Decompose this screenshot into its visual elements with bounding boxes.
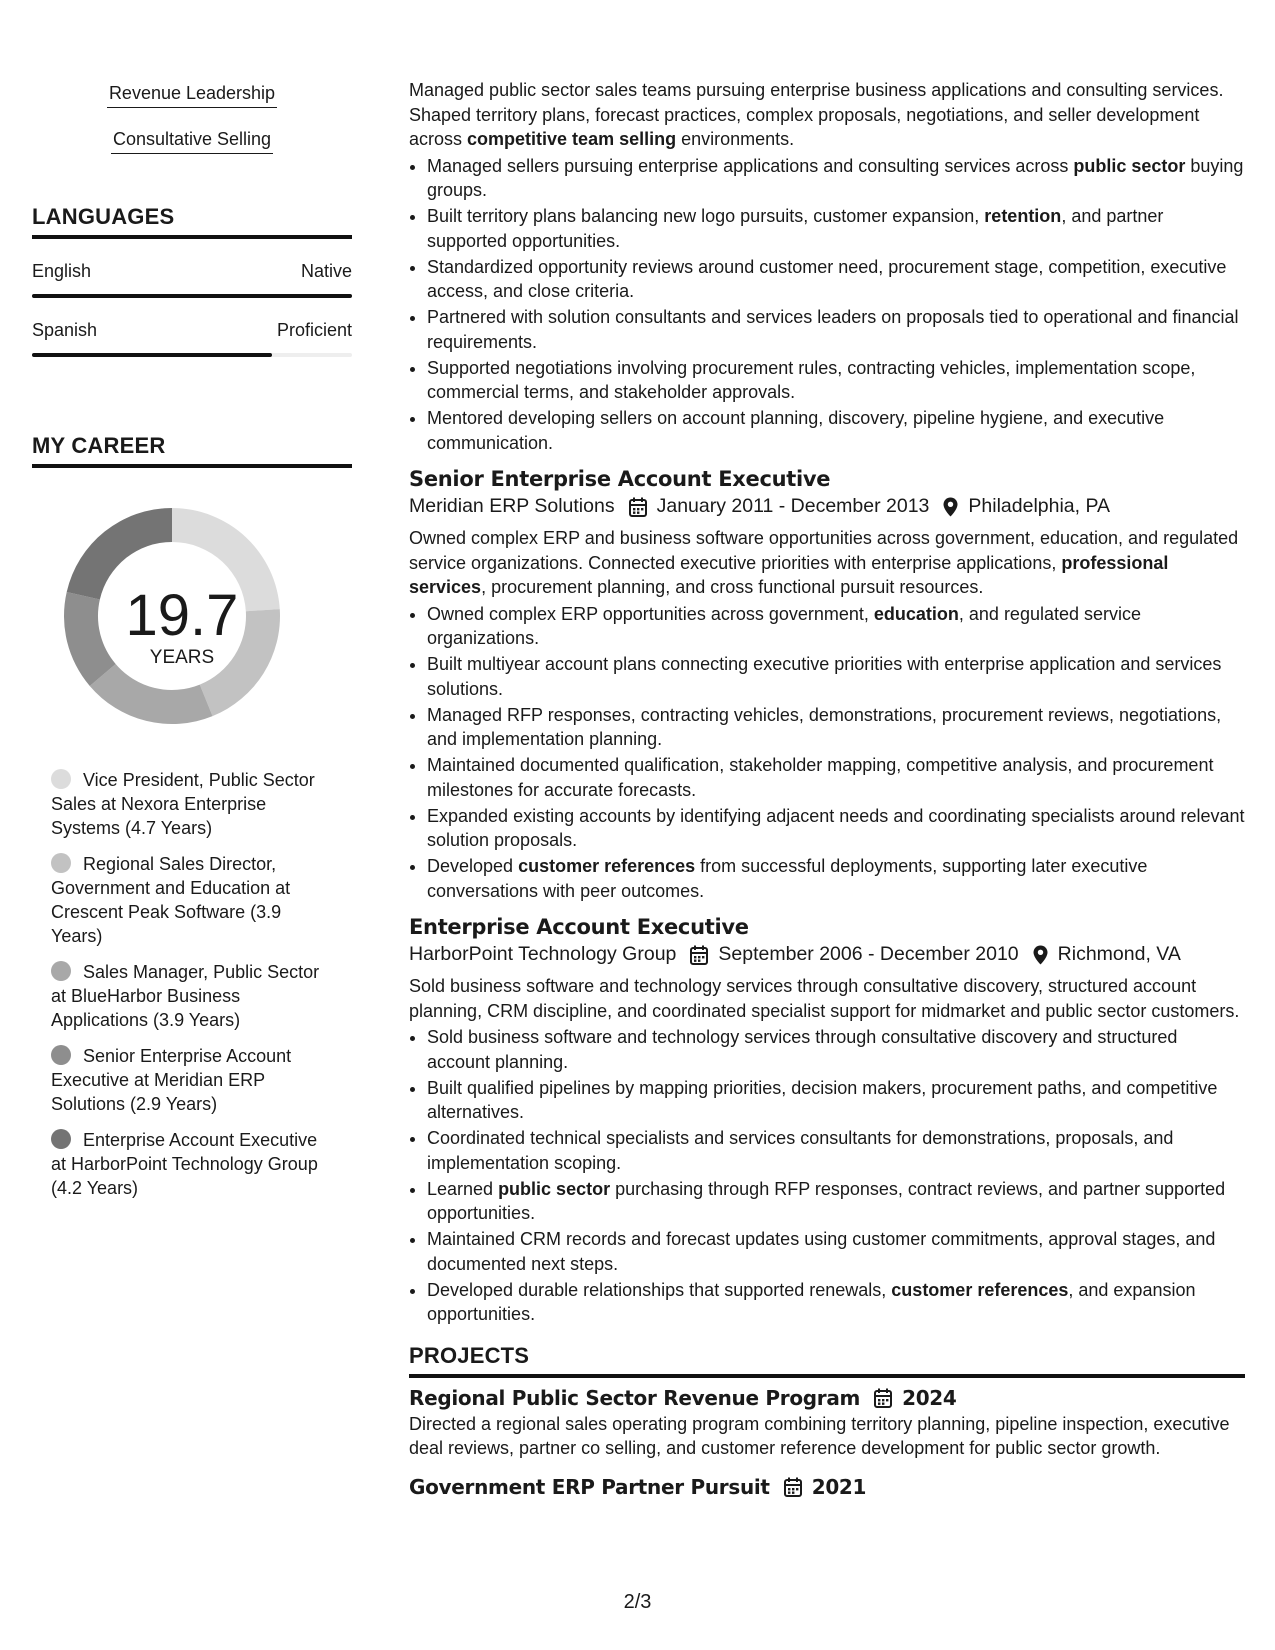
bullet-item: • Owned complex ERP opportunities across government, education, and regulated service organizations. [427,602,1245,651]
career-legend-label: Senior Enterprise Account Executive at Meridian ERP Solutions (2.9 Years) [51,1046,292,1114]
career-legend [51,768,331,1200]
skills-list [32,78,352,170]
job-title: Senior Enterprise Account Executive [409,467,831,491]
project-name: Regional Public Sector Revenue Program [409,1385,861,1410]
bullet-item: • Maintained documented qualification, stakeholder mapping, competitive analysis, and procurement milestones for accurate forecasts. [427,753,1245,802]
bullet-item: • Standardized opportunity reviews around customer need, procurement stage, competition, executive access, and close criteria. [427,255,1245,304]
career-legend-label: Sales Manager, Public Sector at BlueHarbor Business Applications (3.9 Years) [51,962,320,1030]
calendar-icon [690,945,708,965]
job-location: Richmond, VA [1057,943,1181,965]
career-legend-item [51,960,331,1032]
career-legend-label: Regional Sales Director, Government and Education at Crescent Peak Software (3.9 Years) [51,854,291,946]
career-donut-chart [62,506,302,746]
job-location: Philadelphia, PA [968,495,1111,517]
job-summary [409,78,1245,152]
languages-heading: LANGUAGES [32,204,352,239]
language-level: Proficient [276,320,352,340]
project-title [409,1386,1245,1410]
job-dates: September 2006 - December 2010 [718,943,1019,965]
bullet-item: • Managed sellers pursuing enterprise applications and consulting services across public sector buying groups. [427,154,1245,203]
map-pin-icon [943,497,958,517]
project-name: Government ERP Partner Pursuit [409,1474,770,1499]
legend-dot [51,769,71,789]
summary-keyword: competitive team selling [467,129,677,149]
career-legend-label: Vice President, Public Sector Sales at Nexora Enterprise Systems (4.7 Years) [51,770,315,838]
bullet-item: • Expanded existing accounts by identifying adjacent needs and coordinating specialists around relevant solution proposals. [427,804,1245,853]
bullet-item: • Developed customer references from successful deployments, supporting later executive conversations with peer outcomes. [427,854,1245,903]
bullet-item: • Supported negotiations involving procurement rules, contracting vehicles, implementation scope, commercial terms, and stakeholder approvals. [427,356,1245,405]
job-title: Enterprise Account Executive [409,915,749,939]
skill-item: Revenue Leadership [107,82,277,108]
job-bullets [409,1025,1245,1327]
bullet-item: • Maintained CRM records and forecast updates using customer commitments, approval stages, and documented next steps. [427,1227,1245,1276]
career-legend-item [51,768,331,840]
career-legend-item [51,852,331,948]
experience-entry [409,467,1245,903]
experience-entry [409,915,1245,1327]
project-title [409,1475,1245,1499]
language-level-bar [32,353,352,357]
job-summary: Sold business software and technology services through consultative discovery, structured account planning, CRM discipline, and coordinated specialist support for midmarket and public sector customers. [409,976,1240,1021]
projects-heading: PROJECTS [409,1343,1245,1378]
bullet-item: • Developed durable relationships that supported renewals, customer references, and expansion opportunities. [427,1278,1245,1327]
career-heading: MY CAREER [32,433,352,468]
job-summary: Owned complex ERP and business software opportunities across government, education, and regulated service organizations. Connected executive priorities with enterprise applications, professional services, procurement planning, and cross functional pursuit resources. [409,528,1239,597]
career-legend-label: Enterprise Account Executive at HarborPoint Technology Group (4.2 Years) [51,1130,318,1198]
language-item [32,261,352,298]
job-bullets [409,602,1245,904]
skill-item: Consultative Selling [111,128,273,154]
projects-section [409,1343,1245,1499]
bullet-item: • Built territory plans balancing new logo pursuits, customer expansion, retention, and partner supported opportunities. [427,204,1245,253]
language-name: English [32,261,92,281]
right-column [409,78,1245,1501]
summary-text: Managed public sector sales teams pursuing enterprise business applications and consulting services. Shaped territory plans, forecast practices, complex proposals, negotiations, and seller development across [409,80,1224,149]
legend-dot [51,961,71,981]
company-name: HarborPoint Technology Group [409,943,677,965]
bullet-item: • Learned public sector purchasing through RFP responses, contract reviews, and partner supported opportunities. [427,1177,1245,1226]
language-level-fill [32,294,352,298]
languages-section [32,204,352,357]
calendar-icon [629,497,647,517]
calendar-icon [784,1477,802,1497]
project-entry [409,1386,1245,1461]
job-meta [409,943,1245,966]
bullet-item: • Sold business software and technology services through consultative discovery and structured account planning. [427,1025,1245,1074]
career-legend-item [51,1128,331,1200]
page-number: 2/3 [623,1591,652,1613]
calendar-icon [874,1388,892,1408]
career-total-unit: YEARS [149,647,215,668]
legend-dot [51,1045,71,1065]
legend-dot [51,1129,71,1149]
language-item [32,320,352,357]
bullet-item: • Built qualified pipelines by mapping priorities, decision makers, procurement paths, and competitive alternatives. [427,1076,1245,1125]
bullet-item: • Mentored developing sellers on account planning, discovery, pipeline hygiene, and executive communication. [427,406,1245,455]
bullet-item: • Built multiyear account plans connecting executive priorities with enterprise application and services solutions. [427,652,1245,701]
project-description: Directed a regional sales operating program combining territory planning, pipeline inspection, executive deal reviews, partner co selling, and customer reference development for public sector growth. [409,1413,1230,1458]
job-dates: January 2011 - December 2013 [656,495,930,517]
experience-entry-intro [409,78,1245,455]
legend-dot [51,853,71,873]
language-level: Native [300,261,352,281]
language-level-fill [32,353,272,357]
job-bullets [409,154,1245,456]
bullet-item: • Coordinated technical specialists and services consultants for demonstrations, proposals, and implementation scoping. [427,1126,1245,1175]
career-section [32,433,352,1200]
summary-text: environments. [676,129,795,149]
job-meta [409,495,1245,518]
left-column [32,78,352,1212]
company-name: Meridian ERP Solutions [409,495,615,517]
bullet-item: • Partnered with solution consultants and services leaders on proposals tied to operational and financial requirements. [427,305,1245,354]
project-year: 2024 [902,1385,957,1410]
career-legend-item [51,1044,331,1116]
bullet-item: • Managed RFP responses, contracting vehicles, demonstrations, procurement reviews, negotiations, and implementation planning. [427,703,1245,752]
language-name: Spanish [32,320,98,340]
project-entry [409,1475,1245,1499]
career-total-years: 19.7 [125,583,239,648]
project-year: 2021 [811,1474,867,1499]
language-level-bar [32,294,352,298]
map-pin-icon [1033,945,1048,965]
